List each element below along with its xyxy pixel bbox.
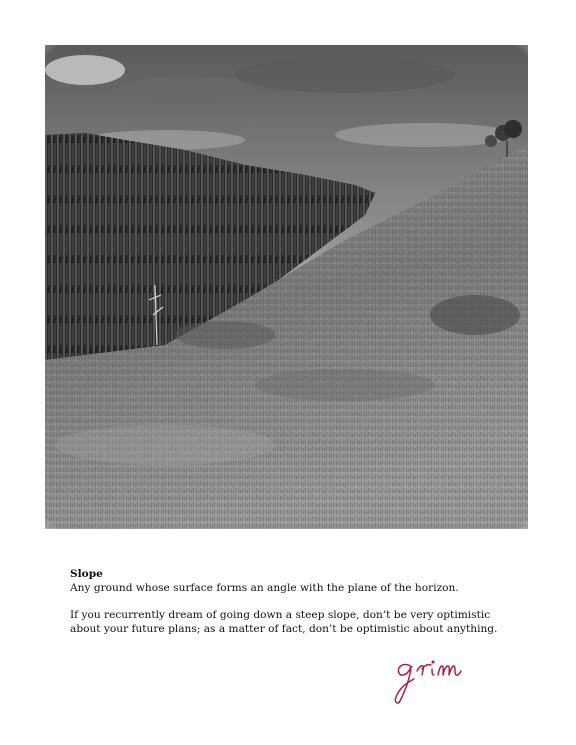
hillside-landscape-image [45, 45, 528, 529]
handwritten-signature [390, 645, 470, 705]
entry-title: Slope [70, 568, 103, 580]
spacer [70, 595, 510, 608]
dictionary-entry [70, 567, 510, 636]
hillside-photo [45, 45, 528, 529]
entry-interpretation-line-2: about your future plans; as a matter of fact, don’t be optimistic about anything. [70, 623, 498, 635]
entry-interpretation-line-1: If you recurrently dream of going down a steep slope, don’t be very optimistic [70, 609, 491, 621]
entry-definition: Any ground whose surface forms an angle with the plane of the horizon. [70, 582, 459, 594]
signature-grim-image [390, 645, 470, 705]
